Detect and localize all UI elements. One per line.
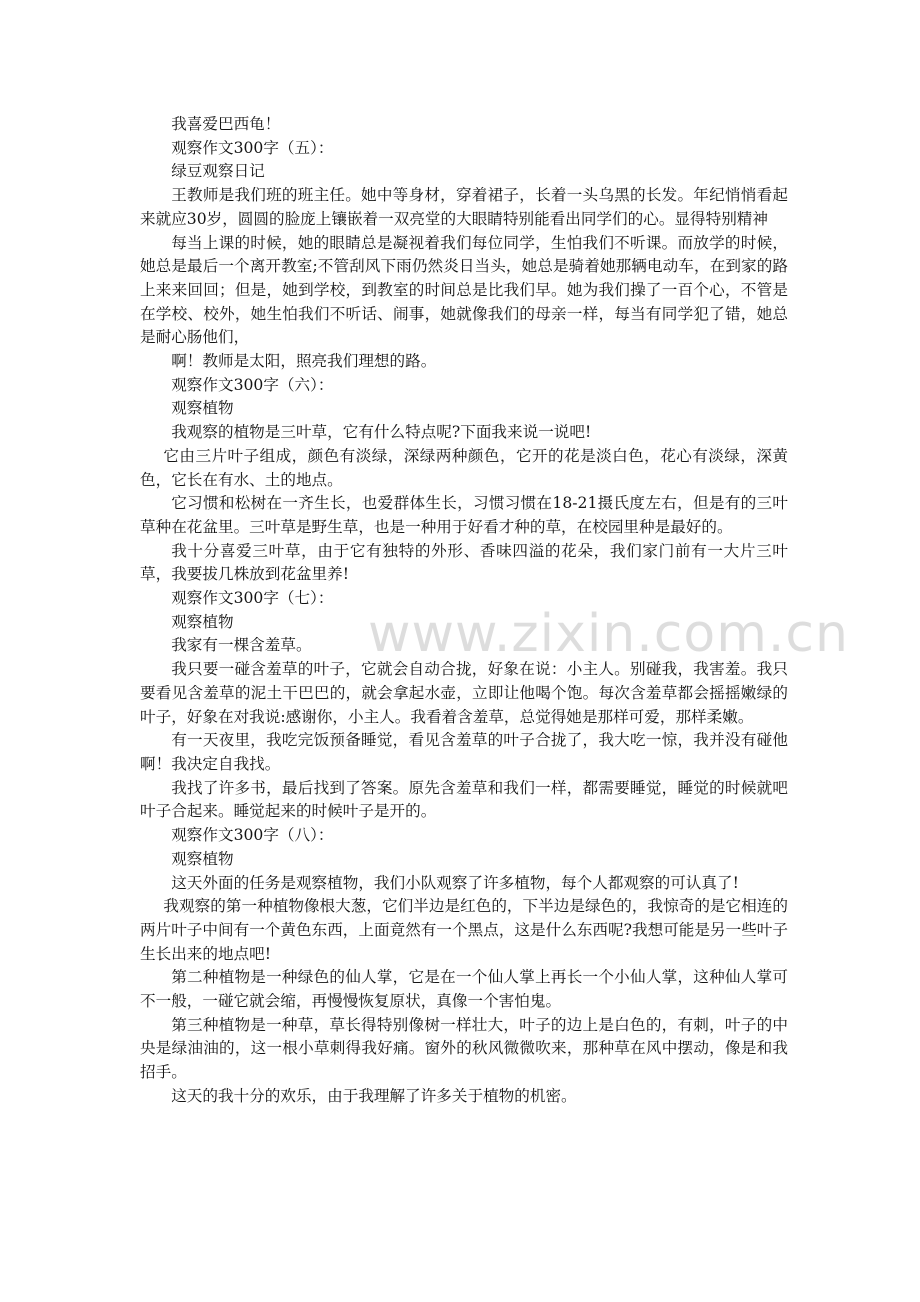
paragraph: 观察作文300字（五）：	[171, 138, 334, 157]
paragraph: 我喜爱巴西龟！	[171, 115, 281, 133]
paragraph: 观察植物	[171, 849, 234, 868]
paragraph: 我观察的植物是三叶草，它有什么特点呢?下面我来说一说吧!	[171, 423, 592, 442]
paragraph: 它习惯和松树在一齐生长，也爱群体生长，习惯习惯在18-21摄氏度左右，但是有的三叶草种在花盆里。三叶草是野生草，也是一种用于好看才种的草，在校园里种是最好的。	[140, 494, 788, 536]
paragraph: 我只要一碰含羞草的叶子，它就会自动合拢，好象在说：小主人。别碰我，我害羞。我只要看见含羞草的泥土干巴巴的，就会拿起水壶，立即让他喝个饱。每次含羞草都会摇摇嫩绿的叶子，好象在对我说:感谢你，小主人。我看着含羞草，总觉得她是那样可爱，那样柔嫩。	[140, 660, 788, 726]
paragraph: 我十分喜爱三叶草，由于它有独特的外形、香味四溢的花朵，我们家门前有一大片三叶草，我要拔几株放到花盆里养!	[140, 541, 788, 584]
paragraph: 我观察的第一种植物像根大葱，它们半边是红色的，下半边是绿色的，我惊奇的是它相连的两片叶子中间有一个黄色东西，上面竟然有一个黑点，这是什么东西呢?我想可能是另一些叶子生长出来的地点吧!	[140, 897, 788, 963]
paragraph: 第二种植物是一种绿色的仙人掌，它是在一个仙人掌上再长一个小仙人掌，这种仙人掌可不一般，一碰它就会缩，再慢慢恢复原状，真像一个害怕鬼。	[140, 968, 788, 1011]
paragraph: 绿豆观察日记	[171, 162, 265, 181]
paragraph: 观察植物	[171, 399, 234, 418]
paragraph: 我家有一棵含羞草。	[171, 636, 312, 655]
paragraph: 观察植物	[171, 612, 234, 631]
paragraph: 这天外面的任务是观察植物，我们小队观察了许多植物，每个人都观察的可认真了!	[171, 873, 739, 892]
paragraph: 观察作文300字（七）：	[171, 589, 334, 608]
paragraph: 每当上课的时候，她的眼睛总是凝视着我们每位同学，生怕我们不听课。而放学的时候，她总是最后一个离开教室;不管刮风下雨仍然炎日当头，她总是骑着她那辆电动车，在到家的路上来来回回；但是，她到学校，到教室的时间总是比我们早。她为我们操了一百个心，不管是在学校、校外，她生怕我们不听话、闹事，她就像我们的母亲一样，每当有同学犯了错，她总是耐心肠他们，	[140, 233, 788, 347]
paragraph: 观察作文300字（六）：	[171, 375, 334, 394]
paragraph: 王教师是我们班的班主任。她中等身材，穿着裙子，长着一头乌黑的长发。年纪悄悄看起来就应30岁，圆圆的脸庞上镶嵌着一双亮堂的大眼睛特别能看出同学们的心。显得特别精神	[140, 186, 788, 228]
paragraph: 它由三片叶子组成，颜色有淡绿，深绿两种颜色，它开的花是淡白色，花心有淡绿，深黄色，它长在有水、土的地点。	[140, 446, 788, 489]
paragraph: 啊！教师是太阳，照亮我们理想的路。	[171, 352, 437, 371]
paragraph: 有一天夜里，我吃完饭预备睡觉，看见含羞草的叶子合拢了，我大吃一惊，我并没有碰他啊！我决定自我找。	[140, 731, 788, 773]
paragraph: 我找了许多书，最后找到了答案。原先含羞草和我们一样，都需要睡觉，睡觉的时候就吧叶子合起来。睡觉起来的时候叶子是开的。	[140, 778, 788, 821]
paragraph: 第三种植物是一种草，草长得特别像树一样壮大，叶子的边上是白色的，有刺，叶子的中央是绿油油的，这一根小草刺得我好痛。窗外的秋风微微吹来，那种草在风中摆动，像是和我招手。	[140, 1015, 788, 1082]
paragraph: 观察作文300字（八）：	[171, 826, 334, 845]
paragraph: 这天的我十分的欢乐，由于我理解了许多关于植物的机密。	[171, 1086, 577, 1105]
watermark: www.zixin.com.cn	[368, 604, 849, 664]
document-body	[140, 113, 788, 1109]
